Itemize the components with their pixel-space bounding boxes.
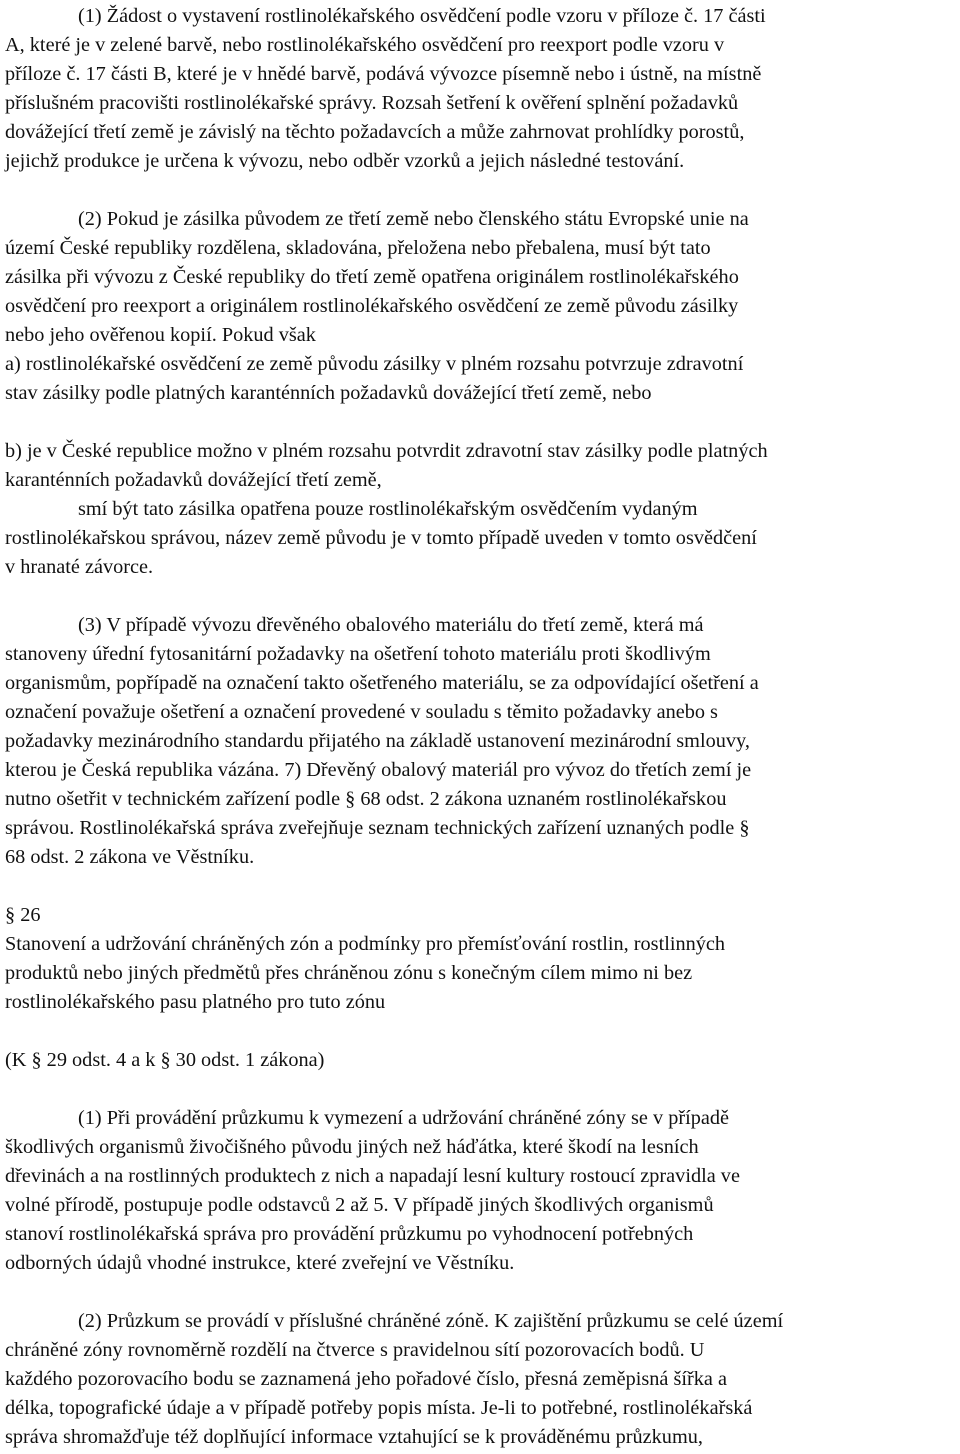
- text-line: stanoveny úřední fytosanitární požadavky na ošetření tohoto materiálu proti škodlivým: [5, 643, 711, 665]
- text-line: škodlivých organismů živočišného původu jiných než háďátka, které škodí na lesních: [5, 1136, 699, 1158]
- text-line: jejichž produkce je určena k vývozu, nebo odběr vzorků a jejich následné testování.: [5, 150, 685, 172]
- paragraph-gap: [5, 1075, 957, 1104]
- text-line: a) rostlinolékařské osvědčení ze země původu zásilky v plném rozsahu potvrzuje zdravotní: [5, 353, 744, 375]
- section-reference: (K § 29 odst. 4 a k § 30 odst. 1 zákona): [5, 1049, 325, 1071]
- text-line: v hranaté závorce.: [5, 556, 154, 578]
- text-line: příloze č. 17 části B, které je v hnědé barvě, podává vývozce písemně nebo i ústně, na místně: [5, 63, 762, 85]
- paragraph-gap: [5, 1278, 957, 1307]
- text-line: zásilka při vývozu z České republiky do třetí země opatřena originálem rostlinolékařského: [5, 266, 739, 288]
- text-line: (1) Žádost o vystavení rostlinolékařského osvědčení podle vzoru v příloze č. 17 části: [78, 5, 766, 27]
- text-line: požadavky mezinárodního standardu přijatého na základě ustanovení mezinárodní smlouvy,: [5, 730, 750, 752]
- text-line: karanténních požadavků dovážející třetí země,: [5, 469, 382, 491]
- paragraph-2-item-b: [5, 437, 957, 495]
- text-line: každého pozorovacího bodu se zaznamená jeho pořadové číslo, přesná zeměpisná šířka a: [5, 1368, 727, 1390]
- text-line: dřevinách a na rostlinných produktech z nich a napadají lesní kultury rostoucí zpravidla ve: [5, 1165, 740, 1187]
- paragraph-2: [5, 205, 957, 408]
- text-line: označení považuje ošetření a označení provedené v souladu s těmito požadavky anebo s: [5, 701, 718, 723]
- text-line: odborných údajů vhodné instrukce, které zveřejní ve Věstníku.: [5, 1252, 515, 1274]
- section-header: [5, 901, 957, 1017]
- paragraph-gap: [5, 1017, 957, 1046]
- paragraph-gap: [5, 582, 957, 611]
- paragraph-3: [5, 611, 957, 872]
- paragraph-4: [5, 1104, 957, 1278]
- paragraph-gap: [5, 872, 957, 901]
- text-line: správou. Rostlinolékařská správa zveřejňuje seznam technických zařízení uznaných podle §: [5, 817, 750, 839]
- text-line: A, které je v zelené barvě, nebo rostlinolékařského osvědčení pro reexport podle vzoru v: [5, 34, 725, 56]
- text-line: (2) Pokud je zásilka původem ze třetí země nebo členského státu Evropské unie na: [78, 208, 749, 230]
- text-line: kterou je Česká republika vázána. 7) Dřevěný obalový materiál pro vývoz do třetích zemí je: [5, 759, 752, 781]
- text-line: organismům, popřípadě na označení takto ošetřeného materiálu, se za odpovídající ošetření a: [5, 672, 759, 694]
- text-line: délka, topografické údaje a v případě potřeby popis místa. Je-li to potřebné, rostlinolékařská: [5, 1397, 753, 1419]
- paragraph-1: [5, 2, 957, 176]
- text-line: nutno ošetřit v technickém zařízení podle § 68 odst. 2 zákona uznaném rostlinolékařskou: [5, 788, 727, 810]
- paragraph-2-conclusion: [5, 495, 957, 582]
- text-line: (2) Průzkum se provádí v příslušné chráněné zóně. K zajištění průzkumu se celé území: [78, 1310, 784, 1332]
- section-title-line: rostlinolékařského pasu platného pro tuto zónu: [5, 991, 386, 1013]
- paragraph-gap: [5, 408, 957, 437]
- section-title-line: Stanovení a udržování chráněných zón a podmínky pro přemísťování rostlin, rostlinných: [5, 933, 726, 955]
- document-page: [5, 2, 957, 1452]
- paragraph-5: [5, 1307, 957, 1452]
- text-line: příslušném pracovišti rostlinolékařské správy. Rozsah šetření k ověření splnění požadavků: [5, 92, 739, 114]
- text-line: (1) Při provádění průzkumu k vymezení a udržování chráněné zóny se v případě: [78, 1107, 730, 1129]
- section-title-line: produktů nebo jiných předmětů přes chráněnou zónu s konečným cílem mimo ni bez: [5, 962, 693, 984]
- section-number: § 26: [5, 904, 41, 926]
- text-line: území České republiky rozdělena, skladována, přeložena nebo přebalena, musí být tato: [5, 237, 711, 259]
- text-line: stanoví rostlinolékařská správa pro provádění průzkumu po vyhodnocení potřebných: [5, 1223, 694, 1245]
- text-line: smí být tato zásilka opatřena pouze rostlinolékařským osvědčením vydaným: [78, 498, 698, 520]
- text-line: b) je v České republice možno v plném rozsahu potvrdit zdravotní stav zásilky podle platných: [5, 440, 768, 462]
- paragraph-gap: [5, 176, 957, 205]
- text-line: (3) V případě vývozu dřevěného obalového materiálu do třetí země, která má: [78, 614, 704, 636]
- text-line: nebo jeho ověřenou kopií. Pokud však: [5, 324, 316, 346]
- text-line: rostlinolékařskou správou, název země původu je v tomto případě uveden v tomto osvědčení: [5, 527, 757, 549]
- text-line: osvědčení pro reexport a originálem rostlinolékařského osvědčení ze země původu zásilky: [5, 295, 739, 317]
- text-line: chráněné zóny rovnoměrně rozdělí na čtverce s pravidelnou sítí pozorovacích bodů. U: [5, 1339, 705, 1361]
- text-line: volné přírodě, postupuje podle odstavců 2 až 5. V případě jiných škodlivých organismů: [5, 1194, 714, 1216]
- text-line: dovážející třetí země je závislý na těchto požadavcích a může zahrnovat prohlídky porostů,: [5, 121, 745, 143]
- text-line: správa shromažďuje též doplňující informace vztahující se k prováděnému průzkumu,: [5, 1426, 703, 1448]
- text-line: stav zásilky podle platných karanténních požadavků dovážející třetí země, nebo: [5, 382, 652, 404]
- text-line: 68 odst. 2 zákona ve Věstníku.: [5, 846, 255, 868]
